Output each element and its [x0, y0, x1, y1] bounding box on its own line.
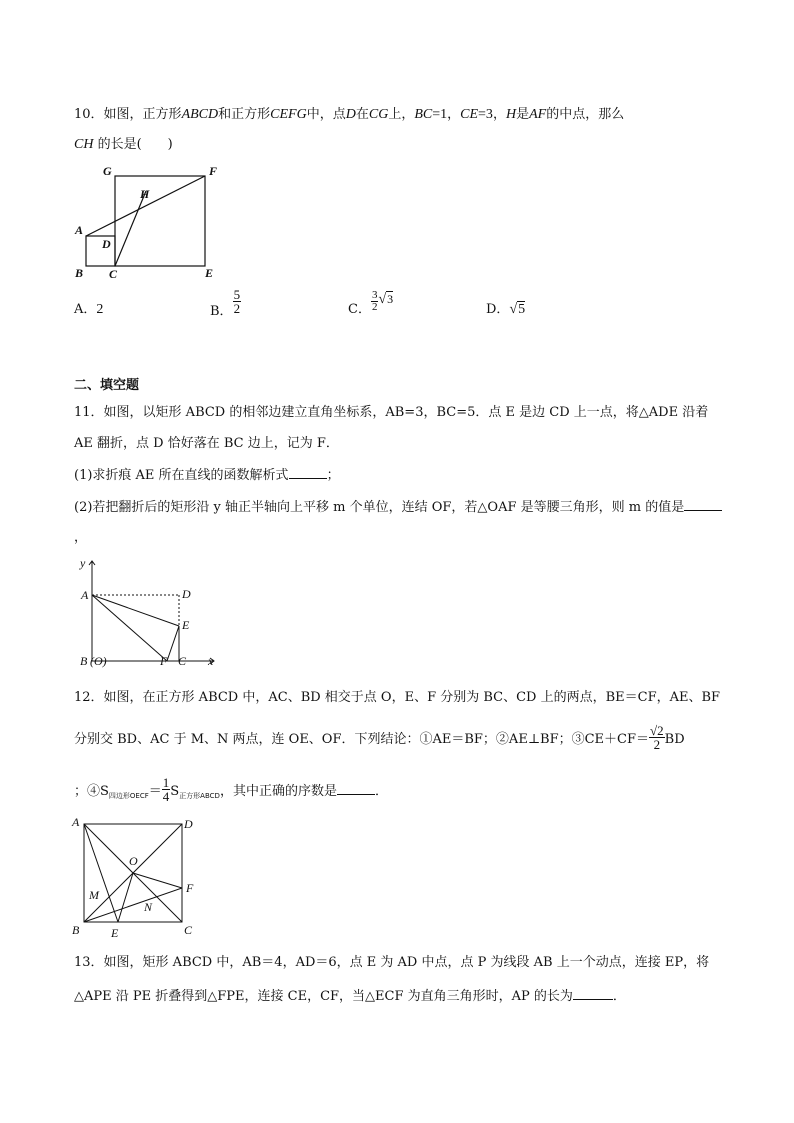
segment-ae: [92, 595, 179, 626]
label-h: H: [140, 187, 150, 201]
q13-line2: △APE 沿 PE 折叠得到△FPE，连接 CE，CF，当△ECF 为直角三角形时，AP 的长为 ．: [74, 989, 626, 1004]
label-b: B: [80, 654, 88, 668]
label-g: G: [103, 164, 112, 178]
q11-line4: (2)若把翻折后的矩形沿 y 轴正半轴向上平移 m 个单位，连结 OF，若△OAF 是等腰三角形，则 m 的值是: [74, 496, 722, 515]
q10-option-b[interactable]: B． $\frac{5}{2}$: [210, 287, 241, 319]
q13-line1: 13．如图，矩形 ABCD 中，AB＝4，AD＝6，点 E 为 AD 中点，点 P 为线段 AB 上一个动点，连接 EP，将: [74, 955, 710, 970]
label-e: E: [182, 618, 190, 632]
segment-ae: [84, 824, 118, 922]
q10-figure: [70, 160, 230, 285]
q11-line2: AE 翻折，点 D 恰好落在 BC 边上，记为 F．: [74, 436, 339, 451]
label-c: C: [178, 654, 187, 668]
label-e: E: [111, 926, 119, 940]
q11-answer-blank-1[interactable]: [289, 466, 327, 479]
label-d: D: [182, 587, 191, 601]
q10-line1: 10．如图，正方形ABCD和正方形CEFG中，点D在CG上，BC=1，CE=3，H是AF的中点，那么: [74, 107, 625, 122]
label-d: D: [184, 817, 193, 831]
q12-figure: [68, 812, 208, 942]
label-y: y: [80, 556, 86, 570]
square-cefg: [115, 176, 205, 266]
q12-line3: ；$④S_{四边形OECF}=$ $\frac{1}{4}$ $S_{正方形ABCD}$，其中正确的序数是 ．: [74, 775, 388, 804]
q11-line5: ，: [74, 530, 88, 545]
segment-af: [86, 176, 205, 236]
label-f: F: [160, 654, 168, 668]
q10-option-d[interactable]: D．√5: [486, 302, 526, 317]
label-n: N: [144, 900, 153, 914]
q11-answer-blank-2[interactable]: [684, 498, 722, 511]
label-c: C: [109, 267, 118, 281]
q12-line1: 12．如图，在正方形 ABCD 中，AC、BD 相交于点 O，E、F 分别为 BC、CD 上的两点，BE＝CF，AE、BF: [74, 690, 721, 705]
q10-line2: CH 的长是( ): [74, 137, 173, 152]
segment-af: [92, 595, 167, 661]
q12-line2: 分别交 BD、AC 于 M、N 两点，连 OE、OF．下列结论：①AE＝BF；②AE⊥BF；③CE＋CF＝ $\frac{√2}{2}$ BD: [74, 723, 685, 752]
segment-ch: [115, 191, 146, 266]
q10-option-c[interactable]: C． $\frac{3}{2}$ √3: [348, 289, 394, 317]
q11-figure: [72, 553, 222, 671]
label-a: A: [72, 815, 80, 829]
label-e: E: [205, 266, 214, 280]
q12-answer-blank[interactable]: [337, 782, 375, 795]
label-o: O: [129, 854, 138, 868]
label-b: B: [75, 266, 84, 280]
label-a: A: [75, 223, 84, 237]
q10-option-a[interactable]: A．2: [74, 302, 104, 317]
label-c: C: [184, 923, 193, 937]
q11-line3: (1)求折痕 AE 所在直线的函数解析式 ；: [74, 468, 340, 483]
section-title: 二、填空题: [74, 378, 140, 393]
label-d: D: [102, 237, 111, 251]
label-f: F: [209, 164, 218, 178]
label-x: x: [208, 654, 214, 668]
label-a: A: [81, 588, 89, 602]
q11-line1: 11．如图，以矩形 ABCD 的相邻边建立直角坐标系，AB=3，BC=5．点 E 是边 CD 上一点，将△ADE 沿着: [74, 405, 709, 420]
label-f: F: [186, 881, 194, 895]
label-o: (O): [90, 654, 107, 668]
label-b: B: [72, 923, 80, 937]
q13-answer-blank[interactable]: [573, 987, 613, 1000]
label-m: M: [89, 888, 99, 902]
